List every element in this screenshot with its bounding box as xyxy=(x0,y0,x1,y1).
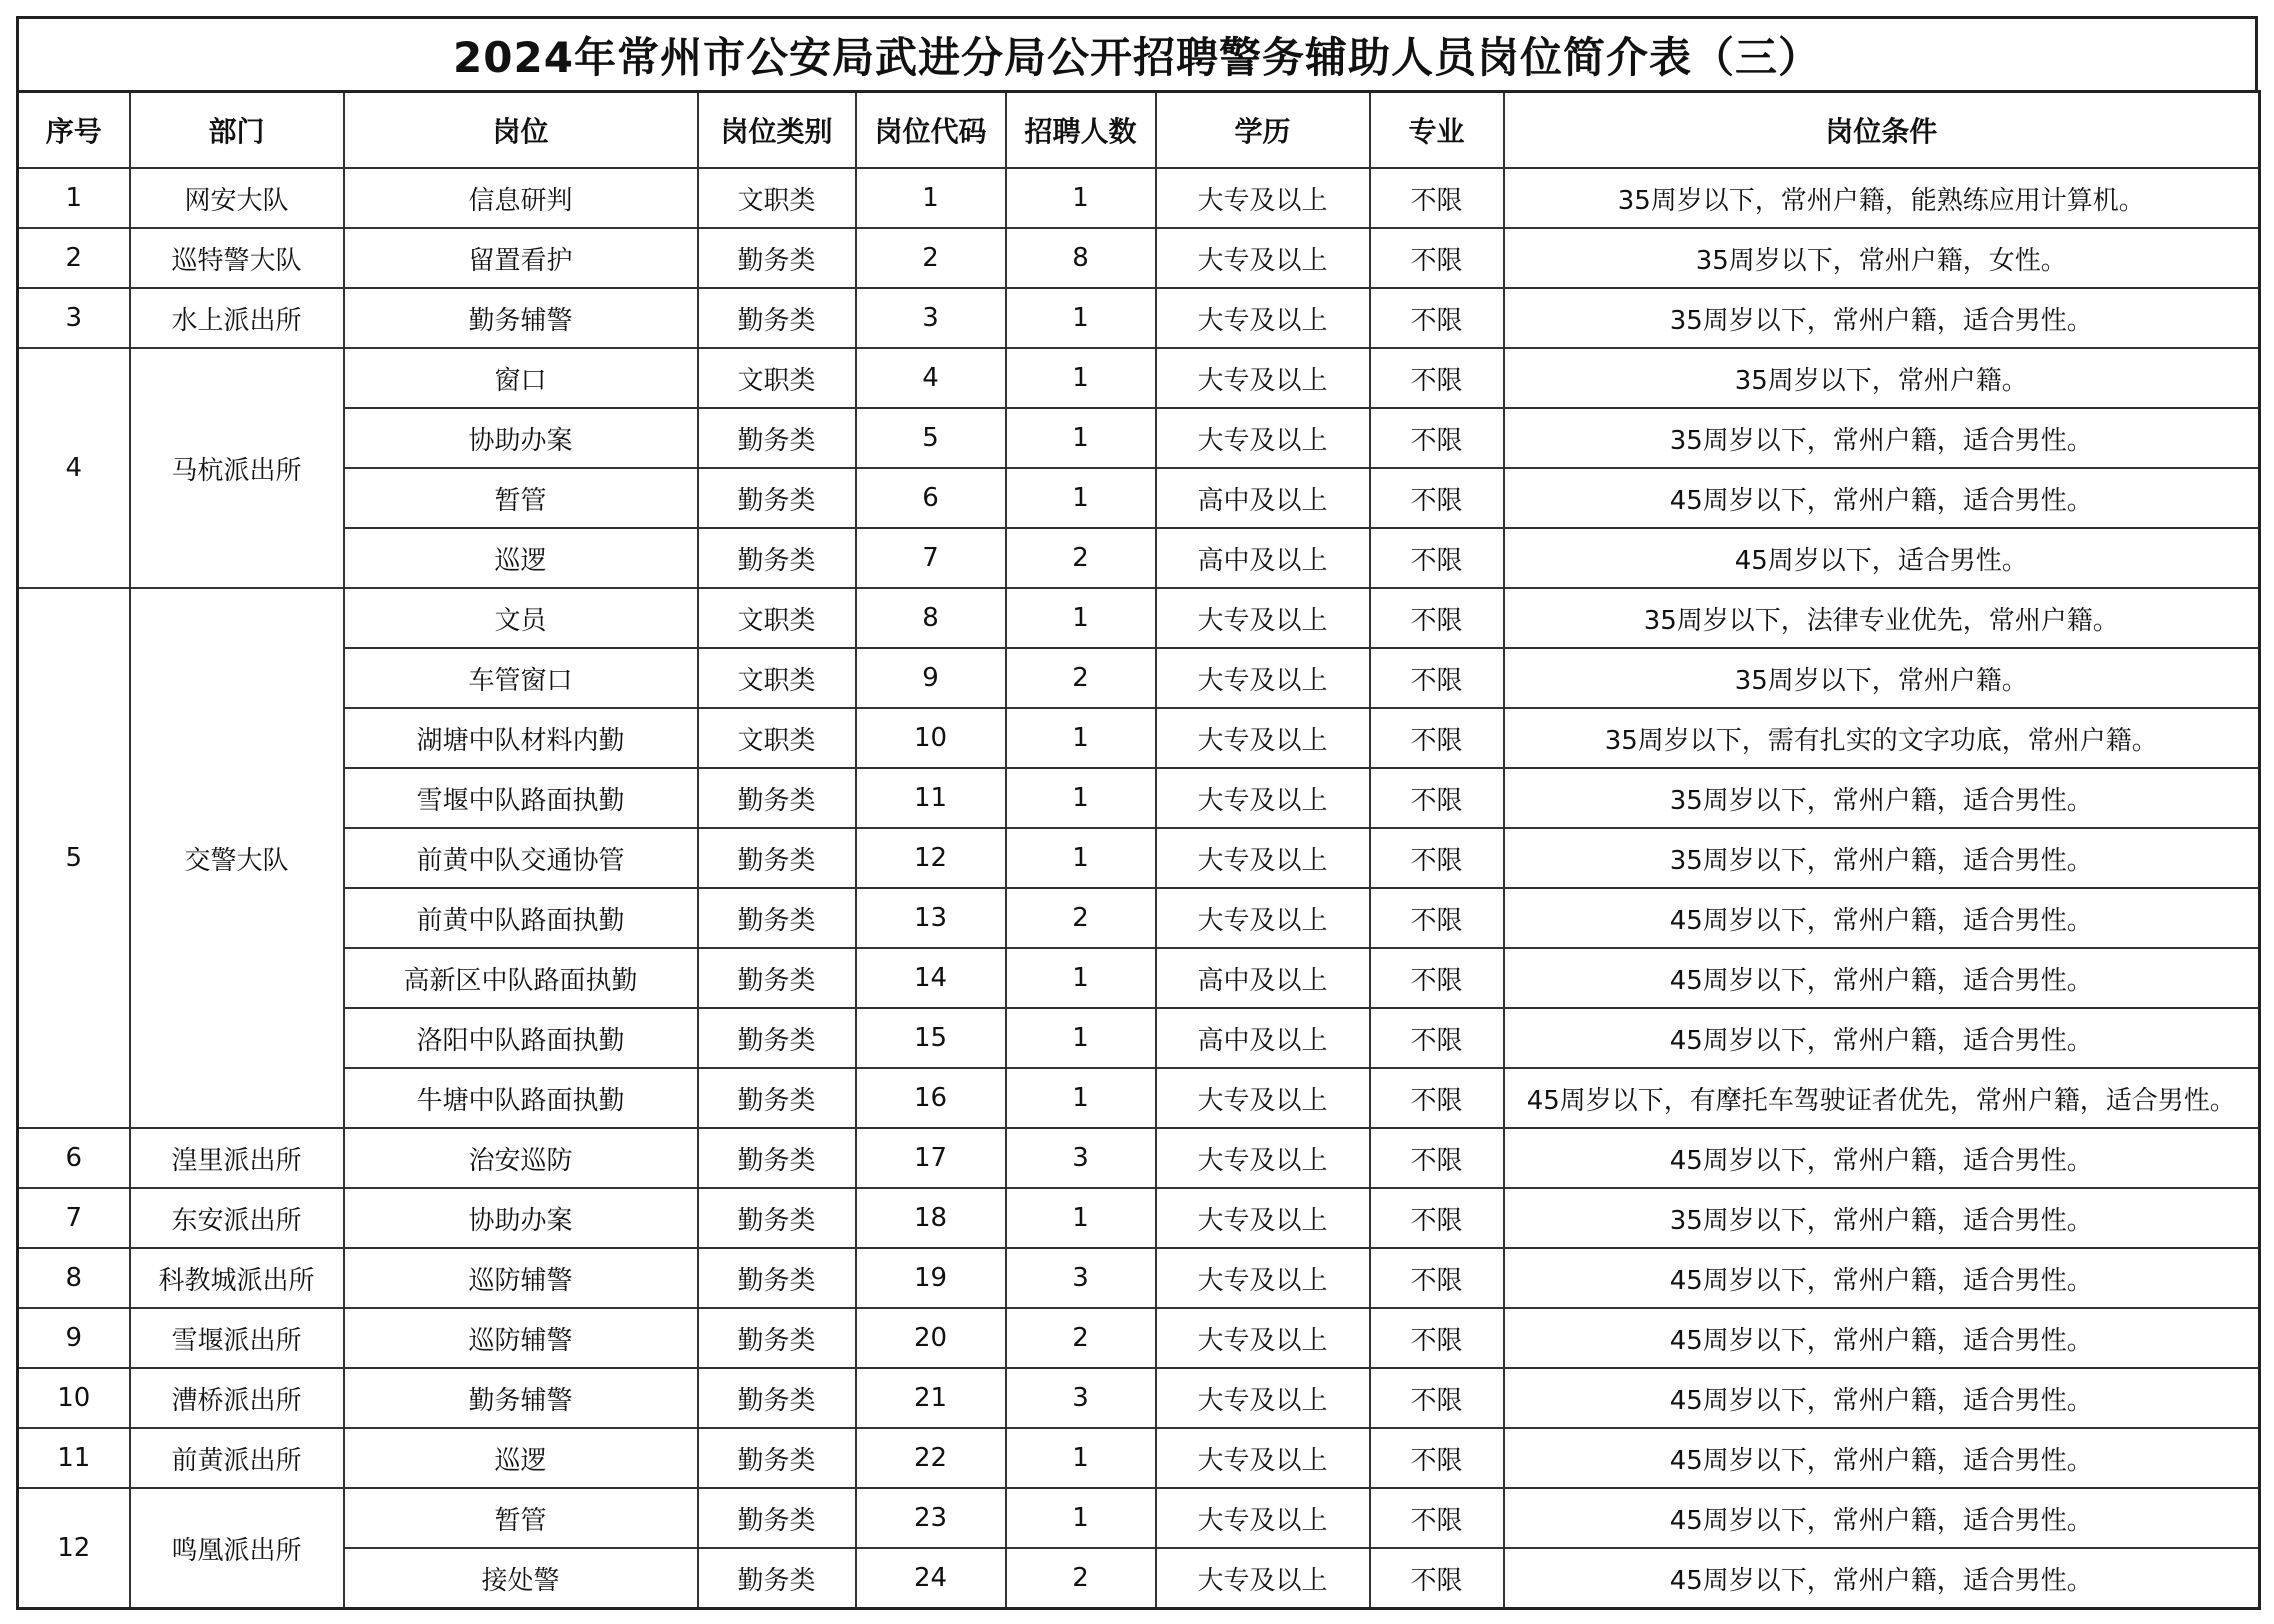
cell-code: 9 xyxy=(856,648,1006,708)
cell-code: 8 xyxy=(856,588,1006,648)
table-row xyxy=(18,1488,2260,1548)
cell-conditions: 45周岁以下，常州户籍，适合男性。 xyxy=(1504,1548,2260,1609)
cell-post: 勤务辅警 xyxy=(344,288,698,348)
cell-post: 协助办案 xyxy=(344,1188,698,1248)
cell-conditions: 35周岁以下，常州户籍，能熟练应用计算机。 xyxy=(1504,168,2260,228)
table-row xyxy=(18,1548,2260,1609)
cell-major: 不限 xyxy=(1370,528,1504,588)
cell-category: 勤务类 xyxy=(698,1008,856,1068)
cell-conditions: 35周岁以下，法律专业优先，常州户籍。 xyxy=(1504,588,2260,648)
table-row xyxy=(18,1368,2260,1428)
cell-count: 1 xyxy=(1006,948,1156,1008)
header-major: 专业 xyxy=(1370,92,1504,169)
cell-dept: 马杭派出所 xyxy=(130,348,344,588)
cell-no: 11 xyxy=(18,1428,130,1488)
cell-category: 勤务类 xyxy=(698,1068,856,1128)
table-row xyxy=(18,168,2260,228)
cell-education: 大专及以上 xyxy=(1156,1248,1370,1308)
positions-table xyxy=(16,90,2261,1610)
cell-education: 大专及以上 xyxy=(1156,288,1370,348)
cell-no: 4 xyxy=(18,348,130,588)
cell-category: 勤务类 xyxy=(698,228,856,288)
cell-code: 12 xyxy=(856,828,1006,888)
cell-post: 巡逻 xyxy=(344,528,698,588)
cell-conditions: 35周岁以下，常州户籍。 xyxy=(1504,648,2260,708)
cell-major: 不限 xyxy=(1370,1488,1504,1548)
cell-code: 19 xyxy=(856,1248,1006,1308)
cell-dept: 水上派出所 xyxy=(130,288,344,348)
table-row xyxy=(18,1428,2260,1488)
cell-major: 不限 xyxy=(1370,1188,1504,1248)
cell-post: 巡防辅警 xyxy=(344,1308,698,1368)
cell-no: 6 xyxy=(18,1128,130,1188)
cell-education: 大专及以上 xyxy=(1156,1428,1370,1488)
cell-post: 暂管 xyxy=(344,1488,698,1548)
cell-code: 4 xyxy=(856,348,1006,408)
cell-no: 8 xyxy=(18,1248,130,1308)
cell-education: 大专及以上 xyxy=(1156,1368,1370,1428)
cell-category: 勤务类 xyxy=(698,828,856,888)
cell-education: 大专及以上 xyxy=(1156,168,1370,228)
cell-count: 2 xyxy=(1006,888,1156,948)
cell-post: 牛塘中队路面执勤 xyxy=(344,1068,698,1128)
cell-category: 勤务类 xyxy=(698,948,856,1008)
page-title: 2024年常州市公安局武进分局公开招聘警务辅助人员岗位简介表（三） xyxy=(16,16,2258,90)
table-row xyxy=(18,1068,2260,1128)
cell-category: 勤务类 xyxy=(698,1128,856,1188)
cell-major: 不限 xyxy=(1370,348,1504,408)
cell-code: 23 xyxy=(856,1488,1006,1548)
cell-education: 大专及以上 xyxy=(1156,768,1370,828)
cell-count: 3 xyxy=(1006,1128,1156,1188)
cell-major: 不限 xyxy=(1370,588,1504,648)
cell-post: 文员 xyxy=(344,588,698,648)
cell-count: 3 xyxy=(1006,1248,1156,1308)
cell-category: 文职类 xyxy=(698,708,856,768)
cell-education: 大专及以上 xyxy=(1156,1128,1370,1188)
cell-code: 18 xyxy=(856,1188,1006,1248)
cell-major: 不限 xyxy=(1370,468,1504,528)
cell-category: 文职类 xyxy=(698,648,856,708)
table-row xyxy=(18,228,2260,288)
cell-education: 大专及以上 xyxy=(1156,648,1370,708)
table-row xyxy=(18,408,2260,468)
cell-category: 文职类 xyxy=(698,588,856,648)
cell-category: 勤务类 xyxy=(698,888,856,948)
table-row xyxy=(18,1248,2260,1308)
cell-dept: 巡特警大队 xyxy=(130,228,344,288)
cell-conditions: 35周岁以下，常州户籍，女性。 xyxy=(1504,228,2260,288)
cell-category: 勤务类 xyxy=(698,768,856,828)
cell-count: 1 xyxy=(1006,168,1156,228)
table-body xyxy=(18,168,2260,1609)
cell-code: 17 xyxy=(856,1128,1006,1188)
cell-count: 1 xyxy=(1006,348,1156,408)
cell-post: 暂管 xyxy=(344,468,698,528)
table-row xyxy=(18,1008,2260,1068)
cell-category: 勤务类 xyxy=(698,528,856,588)
cell-post: 协助办案 xyxy=(344,408,698,468)
cell-dept: 交警大队 xyxy=(130,588,344,1128)
cell-post: 前黄中队路面执勤 xyxy=(344,888,698,948)
cell-code: 15 xyxy=(856,1008,1006,1068)
cell-conditions: 45周岁以下，常州户籍，适合男性。 xyxy=(1504,948,2260,1008)
cell-category: 勤务类 xyxy=(698,288,856,348)
header-count: 招聘人数 xyxy=(1006,92,1156,169)
cell-education: 高中及以上 xyxy=(1156,468,1370,528)
cell-category: 勤务类 xyxy=(698,1368,856,1428)
cell-code: 10 xyxy=(856,708,1006,768)
document-sheet xyxy=(16,16,2258,1610)
cell-category: 勤务类 xyxy=(698,1488,856,1548)
cell-count: 2 xyxy=(1006,1308,1156,1368)
table-row xyxy=(18,1128,2260,1188)
cell-education: 大专及以上 xyxy=(1156,708,1370,768)
cell-code: 11 xyxy=(856,768,1006,828)
cell-count: 1 xyxy=(1006,1008,1156,1068)
cell-dept: 漕桥派出所 xyxy=(130,1368,344,1428)
cell-count: 1 xyxy=(1006,588,1156,648)
table-row xyxy=(18,648,2260,708)
cell-count: 3 xyxy=(1006,1368,1156,1428)
cell-conditions: 45周岁以下，常州户籍，适合男性。 xyxy=(1504,1008,2260,1068)
cell-no: 2 xyxy=(18,228,130,288)
cell-conditions: 45周岁以下，适合男性。 xyxy=(1504,528,2260,588)
cell-education: 大专及以上 xyxy=(1156,888,1370,948)
cell-count: 1 xyxy=(1006,1428,1156,1488)
cell-code: 14 xyxy=(856,948,1006,1008)
cell-code: 3 xyxy=(856,288,1006,348)
cell-count: 1 xyxy=(1006,1488,1156,1548)
cell-major: 不限 xyxy=(1370,768,1504,828)
cell-post: 窗口 xyxy=(344,348,698,408)
cell-category: 勤务类 xyxy=(698,1188,856,1248)
cell-no: 1 xyxy=(18,168,130,228)
cell-count: 1 xyxy=(1006,828,1156,888)
cell-code: 1 xyxy=(856,168,1006,228)
cell-major: 不限 xyxy=(1370,708,1504,768)
cell-conditions: 35周岁以下，常州户籍，适合男性。 xyxy=(1504,1188,2260,1248)
cell-education: 大专及以上 xyxy=(1156,348,1370,408)
cell-education: 大专及以上 xyxy=(1156,1548,1370,1609)
cell-conditions: 45周岁以下，常州户籍，适合男性。 xyxy=(1504,888,2260,948)
cell-conditions: 45周岁以下，常州户籍，适合男性。 xyxy=(1504,1248,2260,1308)
cell-major: 不限 xyxy=(1370,948,1504,1008)
cell-code: 7 xyxy=(856,528,1006,588)
table-row xyxy=(18,888,2260,948)
cell-conditions: 35周岁以下，常州户籍。 xyxy=(1504,348,2260,408)
cell-education: 大专及以上 xyxy=(1156,228,1370,288)
cell-major: 不限 xyxy=(1370,408,1504,468)
cell-conditions: 45周岁以下，常州户籍，适合男性。 xyxy=(1504,1308,2260,1368)
cell-category: 勤务类 xyxy=(698,1248,856,1308)
cell-code: 5 xyxy=(856,408,1006,468)
cell-post: 洛阳中队路面执勤 xyxy=(344,1008,698,1068)
cell-dept: 雪堰派出所 xyxy=(130,1308,344,1368)
cell-conditions: 35周岁以下，常州户籍，适合男性。 xyxy=(1504,828,2260,888)
cell-count: 8 xyxy=(1006,228,1156,288)
cell-major: 不限 xyxy=(1370,1068,1504,1128)
cell-post: 巡防辅警 xyxy=(344,1248,698,1308)
cell-post: 勤务辅警 xyxy=(344,1368,698,1428)
cell-conditions: 35周岁以下，需有扎实的文字功底，常州户籍。 xyxy=(1504,708,2260,768)
cell-major: 不限 xyxy=(1370,1548,1504,1609)
cell-major: 不限 xyxy=(1370,1008,1504,1068)
cell-conditions: 35周岁以下，常州户籍，适合男性。 xyxy=(1504,288,2260,348)
cell-major: 不限 xyxy=(1370,1128,1504,1188)
table-row xyxy=(18,348,2260,408)
table-row xyxy=(18,1308,2260,1368)
cell-count: 1 xyxy=(1006,1188,1156,1248)
table-row xyxy=(18,528,2260,588)
cell-conditions: 45周岁以下，常州户籍，适合男性。 xyxy=(1504,1428,2260,1488)
cell-code: 20 xyxy=(856,1308,1006,1368)
header-post: 岗位 xyxy=(344,92,698,169)
cell-category: 勤务类 xyxy=(698,468,856,528)
cell-dept: 前黄派出所 xyxy=(130,1428,344,1488)
cell-education: 大专及以上 xyxy=(1156,1308,1370,1368)
cell-category: 勤务类 xyxy=(698,408,856,468)
cell-major: 不限 xyxy=(1370,168,1504,228)
cell-dept: 东安派出所 xyxy=(130,1188,344,1248)
cell-conditions: 45周岁以下，常州户籍，适合男性。 xyxy=(1504,1128,2260,1188)
cell-post: 雪堰中队路面执勤 xyxy=(344,768,698,828)
cell-dept: 湟里派出所 xyxy=(130,1128,344,1188)
cell-count: 2 xyxy=(1006,648,1156,708)
cell-no: 5 xyxy=(18,588,130,1128)
cell-count: 2 xyxy=(1006,528,1156,588)
cell-post: 巡逻 xyxy=(344,1428,698,1488)
cell-no: 9 xyxy=(18,1308,130,1368)
cell-education: 大专及以上 xyxy=(1156,588,1370,648)
cell-post: 治安巡防 xyxy=(344,1128,698,1188)
table-row xyxy=(18,828,2260,888)
cell-conditions: 45周岁以下，有摩托车驾驶证者优先，常州户籍，适合男性。 xyxy=(1504,1068,2260,1128)
cell-no: 12 xyxy=(18,1488,130,1609)
header-code: 岗位代码 xyxy=(856,92,1006,169)
header-conditions: 岗位条件 xyxy=(1504,92,2260,169)
table-row xyxy=(18,768,2260,828)
cell-conditions: 35周岁以下，常州户籍，适合男性。 xyxy=(1504,408,2260,468)
cell-count: 1 xyxy=(1006,468,1156,528)
cell-dept: 网安大队 xyxy=(130,168,344,228)
cell-conditions: 45周岁以下，常州户籍，适合男性。 xyxy=(1504,1368,2260,1428)
cell-count: 1 xyxy=(1006,288,1156,348)
cell-dept: 鸣凰派出所 xyxy=(130,1488,344,1609)
cell-major: 不限 xyxy=(1370,828,1504,888)
cell-major: 不限 xyxy=(1370,228,1504,288)
cell-education: 高中及以上 xyxy=(1156,528,1370,588)
cell-no: 3 xyxy=(18,288,130,348)
cell-post: 车管窗口 xyxy=(344,648,698,708)
cell-major: 不限 xyxy=(1370,1308,1504,1368)
table-row xyxy=(18,588,2260,648)
cell-conditions: 45周岁以下，常州户籍，适合男性。 xyxy=(1504,1488,2260,1548)
cell-conditions: 35周岁以下，常州户籍，适合男性。 xyxy=(1504,768,2260,828)
header-education: 学历 xyxy=(1156,92,1370,169)
cell-education: 大专及以上 xyxy=(1156,828,1370,888)
cell-conditions: 45周岁以下，常州户籍，适合男性。 xyxy=(1504,468,2260,528)
cell-code: 22 xyxy=(856,1428,1006,1488)
cell-post: 湖塘中队材料内勤 xyxy=(344,708,698,768)
cell-post: 前黄中队交通协管 xyxy=(344,828,698,888)
cell-code: 21 xyxy=(856,1368,1006,1428)
cell-code: 6 xyxy=(856,468,1006,528)
cell-education: 高中及以上 xyxy=(1156,1008,1370,1068)
cell-count: 1 xyxy=(1006,408,1156,468)
cell-count: 2 xyxy=(1006,1548,1156,1609)
table-row xyxy=(18,468,2260,528)
header-category: 岗位类别 xyxy=(698,92,856,169)
cell-category: 勤务类 xyxy=(698,1428,856,1488)
cell-no: 7 xyxy=(18,1188,130,1248)
cell-post: 高新区中队路面执勤 xyxy=(344,948,698,1008)
cell-major: 不限 xyxy=(1370,1368,1504,1428)
cell-no: 10 xyxy=(18,1368,130,1428)
header-no: 序号 xyxy=(18,92,130,169)
cell-post: 接处警 xyxy=(344,1548,698,1609)
cell-education: 大专及以上 xyxy=(1156,1068,1370,1128)
cell-code: 16 xyxy=(856,1068,1006,1128)
header-row xyxy=(18,92,2260,169)
cell-count: 1 xyxy=(1006,768,1156,828)
cell-category: 文职类 xyxy=(698,348,856,408)
cell-major: 不限 xyxy=(1370,1428,1504,1488)
cell-major: 不限 xyxy=(1370,648,1504,708)
cell-code: 2 xyxy=(856,228,1006,288)
table-row xyxy=(18,288,2260,348)
header-dept: 部门 xyxy=(130,92,344,169)
cell-education: 高中及以上 xyxy=(1156,948,1370,1008)
table-row xyxy=(18,1188,2260,1248)
table-row xyxy=(18,948,2260,1008)
cell-education: 大专及以上 xyxy=(1156,1188,1370,1248)
cell-code: 24 xyxy=(856,1548,1006,1609)
cell-major: 不限 xyxy=(1370,1248,1504,1308)
cell-count: 1 xyxy=(1006,1068,1156,1128)
cell-major: 不限 xyxy=(1370,888,1504,948)
cell-category: 勤务类 xyxy=(698,1308,856,1368)
cell-category: 文职类 xyxy=(698,168,856,228)
cell-education: 大专及以上 xyxy=(1156,408,1370,468)
cell-major: 不限 xyxy=(1370,288,1504,348)
cell-dept: 科教城派出所 xyxy=(130,1248,344,1308)
cell-education: 大专及以上 xyxy=(1156,1488,1370,1548)
cell-category: 勤务类 xyxy=(698,1548,856,1609)
cell-post: 信息研判 xyxy=(344,168,698,228)
cell-count: 1 xyxy=(1006,708,1156,768)
cell-post: 留置看护 xyxy=(344,228,698,288)
table-row xyxy=(18,708,2260,768)
cell-code: 13 xyxy=(856,888,1006,948)
